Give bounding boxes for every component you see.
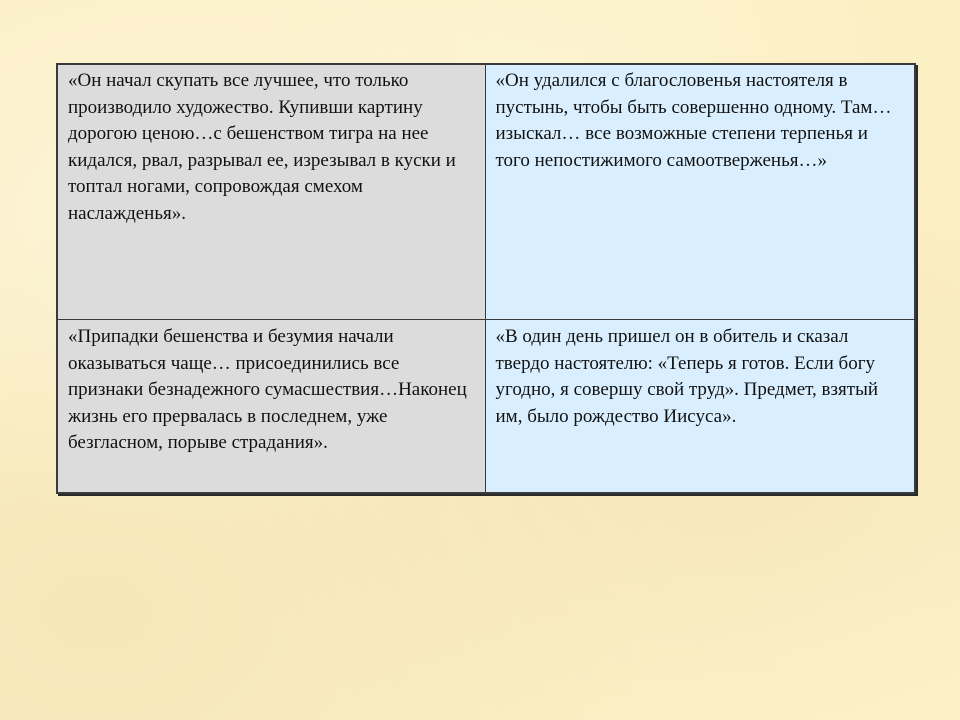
quote-cell-left-top: «Он начал скупать все лучшее, что только производило художество. Купивши картину дорогою ценою…с бешенством тигра на нее кидался, рвал, разрывал ее, изрезывал в куски и топтал ногами, сопровождая смехом наслажденья». bbox=[57, 64, 485, 320]
quote-cell-right-top: «Он удалился с благословенья настоятеля в пустынь, чтобы быть совершенно одному. Там… изыскал… все возможные степени терпенья и того непостижимого самоотверженья…» bbox=[485, 64, 915, 320]
table-row bbox=[57, 320, 915, 494]
quote-cell-left-bottom: «Припадки бешенства и безумия начали оказываться чаще… присоединились все признаки безнадежного сумасшествия…Наконец жизнь его прервалась в последнем, уже безгласном, порыве страдания». bbox=[57, 320, 485, 494]
quotes-table bbox=[56, 63, 916, 494]
table-row bbox=[57, 64, 915, 320]
quote-cell-right-bottom: «В один день пришел он в обитель и сказал твердо настоятелю: «Теперь я готов. Если богу угодно, я совершу свой труд». Предмет, взятый им, было рождество Иисуса». bbox=[485, 320, 915, 494]
